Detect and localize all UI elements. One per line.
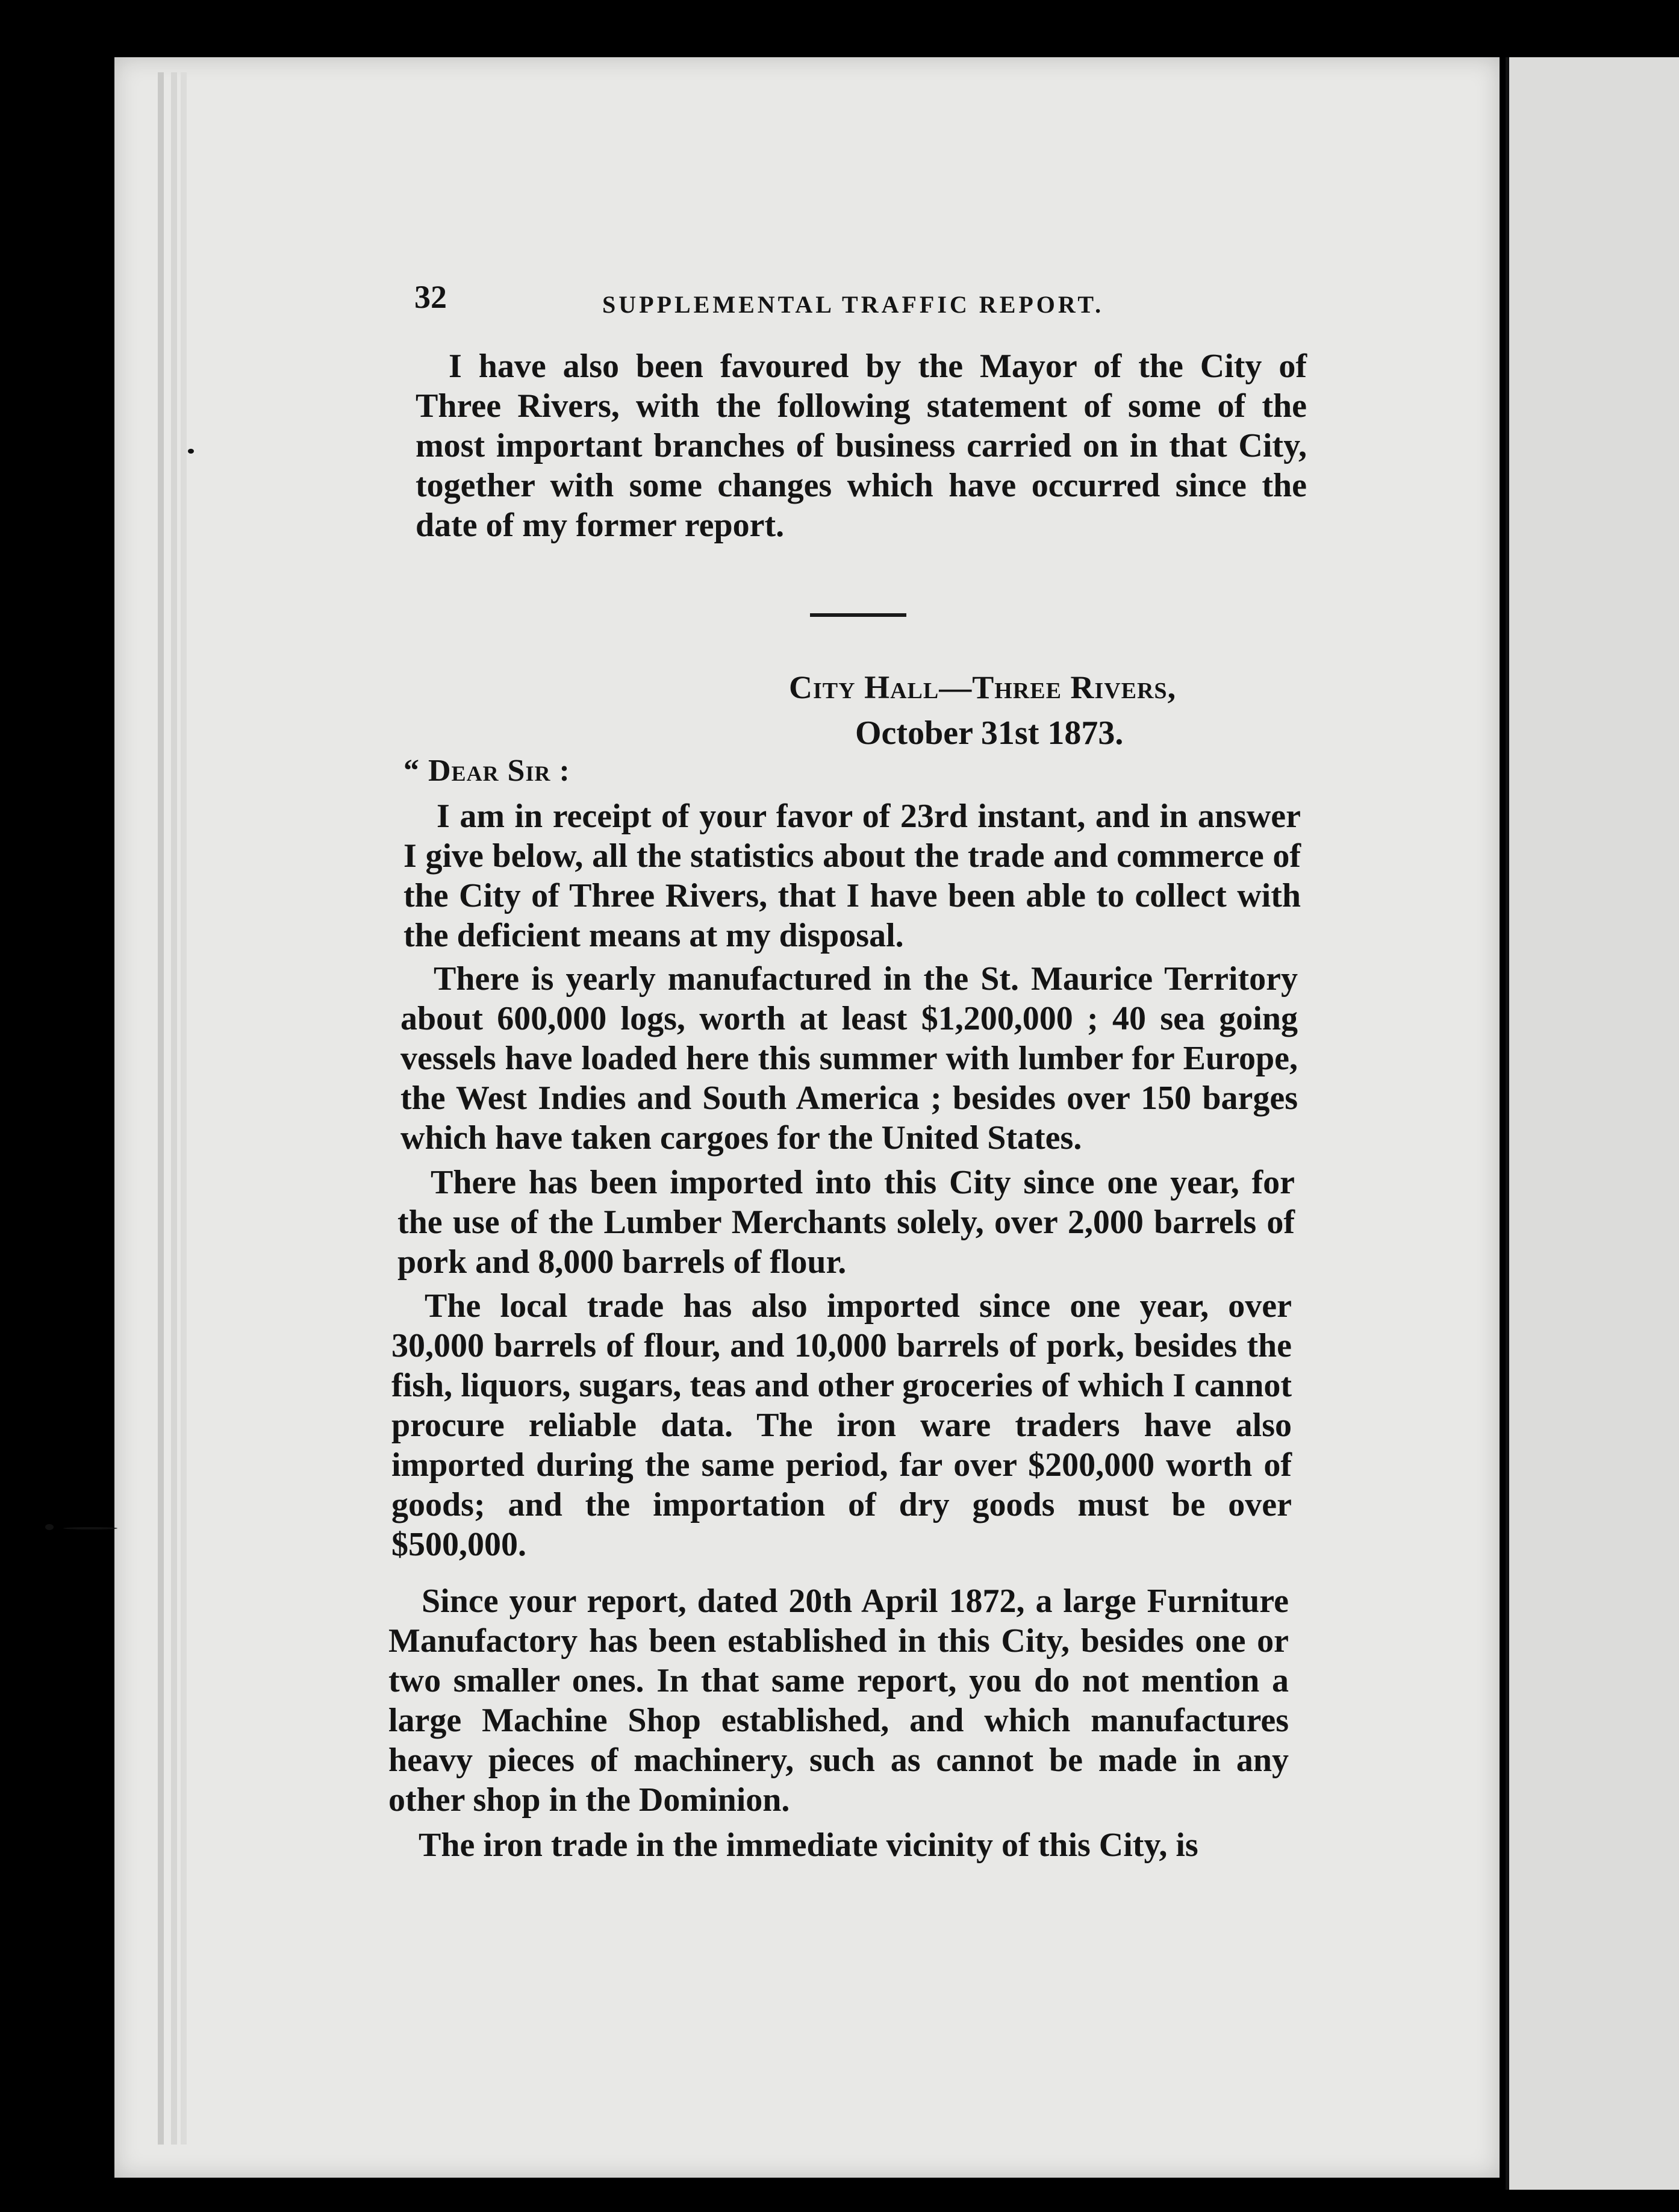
scan-speck [63, 1527, 117, 1529]
dateline-date: October 31st 1873. [855, 714, 1124, 752]
page-number: 32 [414, 279, 447, 315]
scan-speck [188, 449, 194, 454]
letter-paragraph: There is yearly manufactured in the St. Maurice Territory about 600,000 logs, worth at least $1,200,000 ; 40 sea going vessels have loaded here this summer with lumber for Europe, the West Indies and South America ; besides over 150 barges which have taken cargoes for the United States. [400, 960, 1298, 1157]
section-rule [810, 613, 906, 617]
letter-paragraph: I am in receipt of your favor of 23rd instant, and in answer I give below, all the statistics about the trade and commerce of the City of Three Rivers, that I have been able to collect with the deficient means at my disposal. [403, 798, 1301, 954]
scan-speck [45, 1524, 54, 1530]
letter-paragraph: There has been imported into this City since one year, for the use of the Lumber Merchants solely, over 2,000 barrels of pork and 8,000 barrels of flour. [397, 1164, 1295, 1281]
running-head: SUPPLEMENTAL TRAFFIC REPORT. [602, 291, 1104, 318]
letter-paragraph: The iron trade in the immediate vicinity of this City, is [419, 1826, 1198, 1864]
letter-paragraph: Since your report, dated 20th April 1872, a large Furniture Manufactory has been established in this City, besides one or two smaller ones. In that same report, you do not mention a large Machine Shop established, and which manufactures heavy pieces of machinery, such as cannot be made in any other shop in the Dominion. [388, 1582, 1289, 1819]
letter-paragraph: The local trade has also imported since one year, over 30,000 barrels of flour, and 10,000 barrels of pork, besides the fish, liquors, sugars, teas and other groceries of which I cannot procure reliable data. The iron ware traders have also imported during the same period, far over $200,000 worth of goods; and the importation of dry goods must be over $500,000. [391, 1287, 1292, 1563]
dateline-place: City Hall—Three Rivers, [789, 669, 1177, 705]
intro-paragraph: I have also been favoured by the Mayor of the City of Three Rivers, with the following statement of some of the most important branches of business carried on in that City, together with some changes which have occurred since the date of my former report. [416, 348, 1307, 544]
salutation: “ Dear Sir : [403, 754, 570, 788]
